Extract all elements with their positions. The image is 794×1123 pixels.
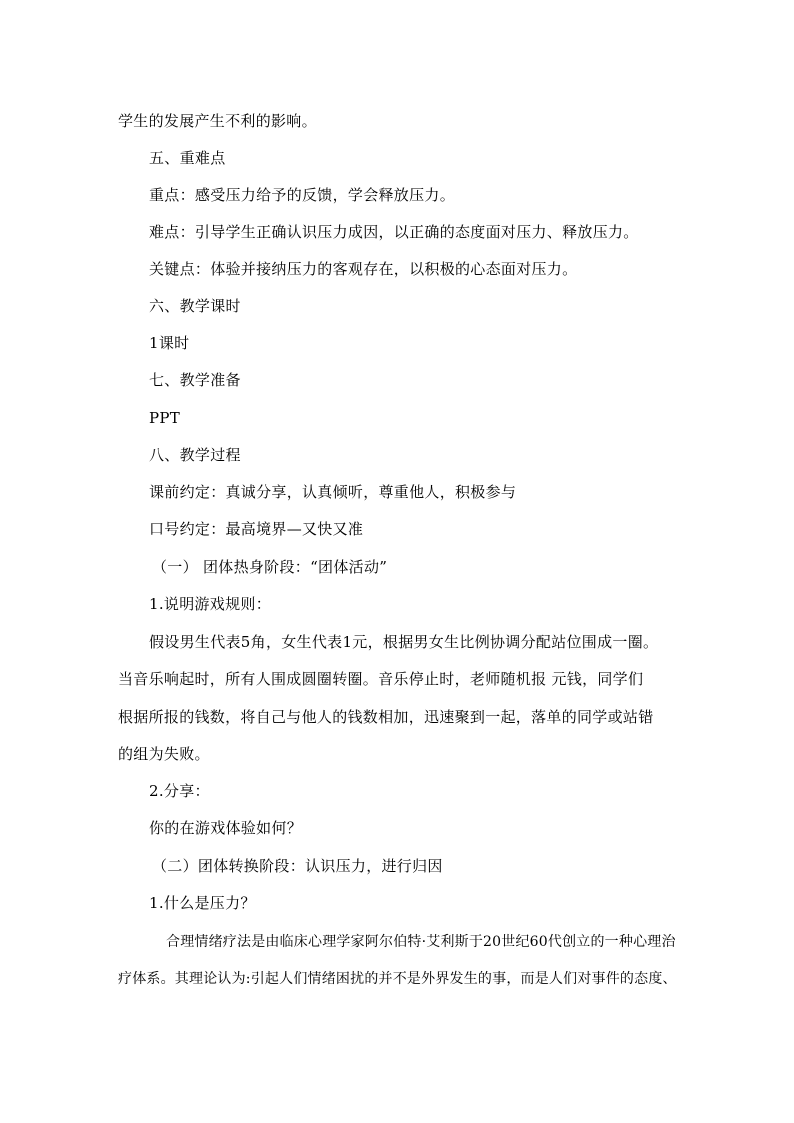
section-heading-key-points: 五、重难点 bbox=[149, 149, 226, 167]
section-heading-class-hours: 六、教学课时 bbox=[149, 297, 241, 315]
body-text-line: 重点：感受压力给予的反馈，学会释放压力。 bbox=[149, 186, 456, 204]
body-text-line: 关键点：体验并接纳压力的客观存在，以积极的心态面对压力。 bbox=[149, 260, 578, 278]
body-text-line: 假设男生代表5角，女生代表1元，根据男女生比例协调分配站位围成一圈。 bbox=[149, 633, 659, 651]
section-heading-teaching-process: 八、教学过程 bbox=[149, 446, 241, 464]
body-text-line: 1课时 bbox=[149, 334, 190, 352]
body-text-line: 2.分享： bbox=[149, 782, 210, 800]
body-text-line: 你的在游戏体验如何？ bbox=[149, 819, 303, 837]
body-text-line: 合理情绪疗法是由临床心理学家阿尔伯特·艾利斯于20世纪60代创立的一种心理治 bbox=[166, 934, 676, 950]
body-text-line: 根据所报的钱数，将自己与他人的钱数相加，迅速聚到一起，落单的同学或站错 bbox=[118, 708, 654, 726]
body-text-line: 课前约定：真诚分享，认真倾听，尊重他人，积极参与 bbox=[149, 483, 517, 501]
body-text-line: 1.什么是压力？ bbox=[149, 894, 256, 912]
body-text-line: 1.说明游戏规则： bbox=[149, 595, 272, 613]
body-text-line: 疗体系。其理论认为:引起人们情绪困扰的并不是外界发生的事，而是人们对事件的态度、 bbox=[118, 971, 677, 987]
body-text-line: PPT bbox=[149, 409, 181, 427]
body-text-line: 学生的发展产生不利的影响。 bbox=[118, 112, 317, 130]
body-text-line: 的组为失败。 bbox=[118, 745, 210, 763]
subsection-heading-warmup: （一） 团体热身阶段：“团体活动” bbox=[152, 558, 388, 576]
body-text-line: 口号约定：最高境界—又快又准 bbox=[149, 520, 364, 538]
body-text-line: 难点：引导学生正确认识压力成因，以正确的态度面对压力、释放压力。 bbox=[149, 223, 639, 241]
subsection-heading-transition: （二）团体转换阶段：认识压力，进行归因 bbox=[152, 857, 443, 875]
section-heading-preparation: 七、教学准备 bbox=[149, 371, 241, 389]
body-text-line: 当音乐响起时，所有人围成圆圈转圈。音乐停止时，老师随机报 元钱，同学们 bbox=[118, 670, 644, 688]
